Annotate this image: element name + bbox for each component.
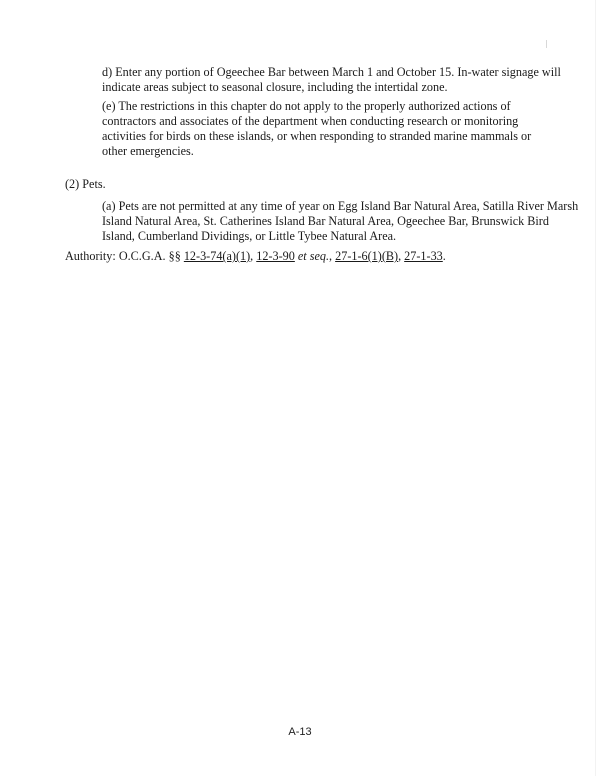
paragraph-line: (e) The restrictions in this chapter do not apply to the properly authorized actions of: [102, 99, 511, 113]
paragraph-line: Island, Cumberland Dividings, or Little Tybee Natural Area.: [102, 229, 397, 243]
paragraph-line: d) Enter any portion of Ogeechee Bar between March 1 and October 15. In-water signage will: [102, 65, 561, 79]
page-number: A-13: [288, 726, 312, 738]
paragraph-line: indicate areas subject to seasonal closure, including the intertidal zone.: [102, 80, 448, 94]
paragraph-line: activities for birds on these islands, or when responding to stranded marine mammals or: [102, 129, 532, 143]
paragraph-line: (a) Pets are not permitted at any time of year on Egg Island Bar Natural Area, Satilla River Marsh: [102, 199, 579, 213]
citation-link[interactable]: 27-1-33: [404, 249, 443, 263]
section-heading-pets: (2) Pets.: [65, 177, 106, 191]
citation-link[interactable]: 12-3-74(a)(1): [183, 249, 251, 263]
paragraph-e: [102, 99, 532, 159]
scan-mark-artifact: [546, 40, 547, 48]
paragraph-a: [102, 199, 579, 244]
paragraph-d: [102, 65, 561, 95]
terminal-period: .: [442, 249, 446, 263]
paragraph-line: Island Natural Area, St. Catherines Island Bar Natural Area, Ogeechee Bar, Brunswick Bird: [102, 214, 549, 228]
citation-link[interactable]: 12-3-90: [256, 249, 295, 263]
paragraph-line: contractors and associates of the department when conducting research or monitoring: [102, 114, 519, 128]
scan-edge-artifact: [595, 0, 596, 776]
separator: ,: [329, 249, 336, 263]
authority-line: [65, 249, 565, 264]
et-seq: et seq.: [297, 249, 330, 263]
citation-link[interactable]: 27-1-6(1)(B): [335, 249, 399, 263]
paragraph-line: other emergencies.: [102, 144, 194, 158]
authority-prefix: Authority: O.C.G.A. §§: [65, 249, 184, 263]
separator: ,: [250, 249, 257, 263]
separator: ,: [398, 249, 405, 263]
